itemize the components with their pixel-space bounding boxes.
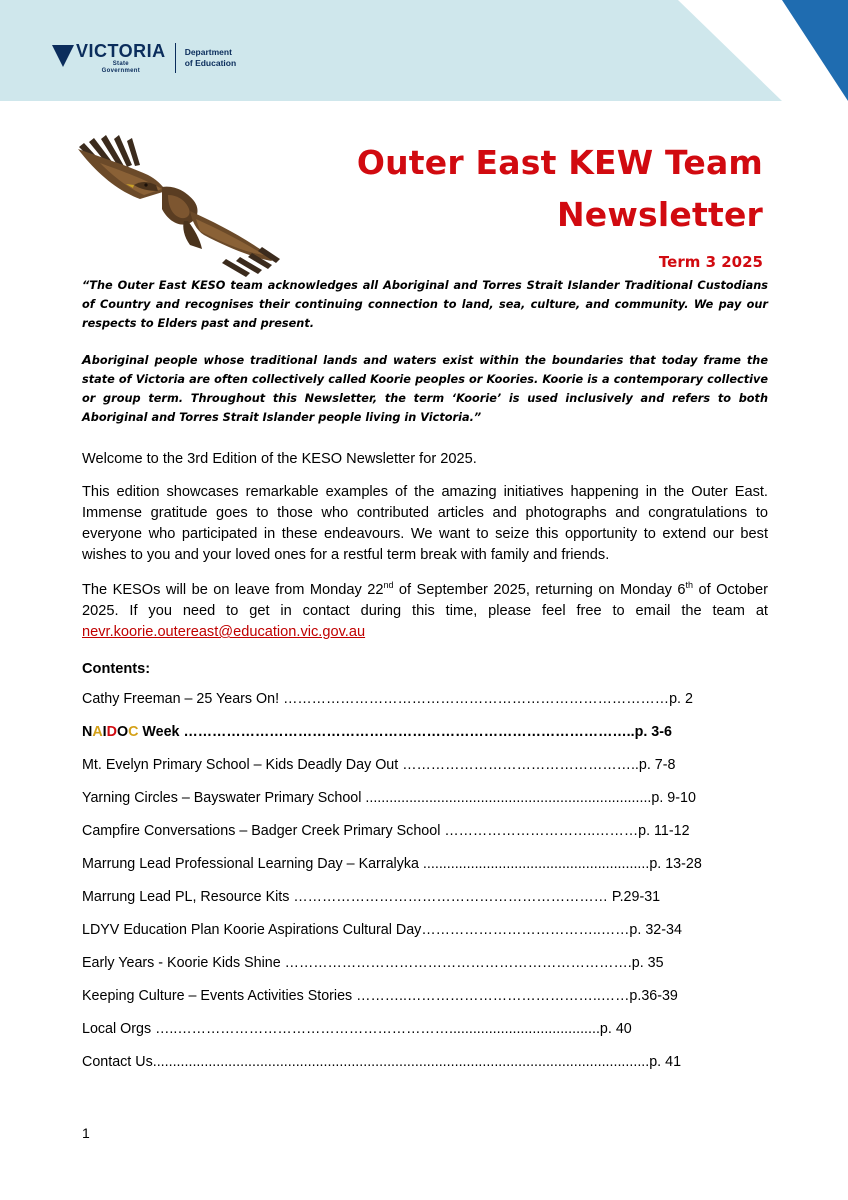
banner-white-triangle <box>678 0 782 101</box>
toc-item-marrung-resource-kits[interactable]: Marrung Lead PL, Resource Kits ………………………………………………………… P.29-31 <box>82 889 661 905</box>
toc-item-contact-us[interactable]: Contact Us.............................................................................................................................p. 41 <box>82 1054 682 1070</box>
newsletter-title-line2: Newsletter <box>556 195 763 234</box>
toc-item-naidoc-week-text: Week …………………………………………………………………………………..p. 3-6 <box>138 724 672 740</box>
table-of-contents <box>82 689 770 1073</box>
logo-department-line2: of Education <box>184 58 237 68</box>
acknowledgement-paragraph-2-text: boriginal people whose traditional lands and waters exist within the boundaries that today frame the state of Victoria are often collectively called Koorie peoples or Koories. Koorie is a contemporary collective or group term. Throughout this Newsletter, the term ‘Koorie’ is used inclusively and refers to both Aboriginal and Torres Strait Islander people living in Victoria.” <box>82 354 768 424</box>
leave-text-part3: of October 2025. If you need to get in contact during this time, please feel free to email the team at <box>82 582 768 619</box>
title-area <box>0 101 848 276</box>
leave-ordinal-1: nd <box>383 580 394 591</box>
toc-item-naidoc-week[interactable]: NAIDOC Week …………………………………………………………………………………..p. 3-6 <box>82 724 672 740</box>
acknowledgement-paragraph-1: “The Outer East KESO team acknowledges all Aboriginal and Torres Strait Islander Traditional Custodians of Country and recognises their continuing connection to land, sea, culture, and community. We pay our respects to Elders past and present. <box>82 279 768 330</box>
leave-dates-paragraph <box>82 580 768 643</box>
logo-victoria-text: VICTORIA <box>76 40 166 61</box>
newsletter-term: Term 3 2025 <box>658 253 763 271</box>
edition-overview-paragraph: This edition showcases remarkable examples of the amazing initiatives happening in the Outer East. Immense gratitude goes to those who contributed articles and photographs and congratulations to everyone who participated in these endeavours. We want to seize this opportunity to extend our best wishes to you and your loved ones for a restful term break with family and friends. <box>82 484 768 563</box>
logo-government-text: Government <box>101 67 141 74</box>
toc-item-early-years[interactable]: Early Years - Koorie Kids Shine ……………………………………………………………….p. 35 <box>82 955 664 971</box>
acknowledgement-paragraph-2 <box>82 350 768 427</box>
contents-heading: Contents: <box>82 661 151 677</box>
newsletter-intro <box>82 449 768 643</box>
newsletter-title-block <box>243 137 763 271</box>
logo-state-text: State <box>112 60 129 67</box>
toc-item-campfire-conversations[interactable]: Campfire Conversations – Badger Creek Primary School …………………………..………p. 11-12 <box>82 823 690 839</box>
logo-department-line1: Department <box>184 47 232 57</box>
leave-text-part2: of September 2025, returning on Monday 6 <box>393 582 686 598</box>
page-number: 1 <box>82 1125 90 1141</box>
victoria-state-government-logo <box>52 38 236 78</box>
banner-blue-triangle <box>782 0 848 101</box>
toc-item-cathy-freeman[interactable]: Cathy Freeman – 25 Years On! ………………………………………………………………………p. 2 <box>82 691 693 707</box>
leave-ordinal-2: th <box>685 580 694 591</box>
toc-item-yarning-circles[interactable]: Yarning Circles – Bayswater Primary School ........................................................................p. 9-10 <box>82 790 696 806</box>
newsletter-title-line1: Outer East KEW Team <box>356 143 763 182</box>
acknowledgement-drop-cap: A <box>82 352 92 367</box>
toc-item-mt-evelyn[interactable]: Mt. Evelyn Primary School – Kids Deadly Day Out …………………………………………..p. 7-8 <box>82 757 676 773</box>
crown-icon <box>52 43 74 73</box>
toc-item-ldyv-education-plan[interactable]: LDYV Education Plan Koorie Aspirations Cultural Day………………………………..……p. 32-34 <box>82 922 682 938</box>
welcome-paragraph: Welcome to the 3rd Edition of the KESO Newsletter for 2025. <box>82 451 477 467</box>
toc-item-keeping-culture[interactable]: Keeping Culture – Events Activities Stories ………..…………………………………..……p.36-39 <box>82 988 678 1004</box>
toc-item-marrung-lead-pl-day[interactable]: Marrung Lead Professional Learning Day – Karralyka .........................................................p. 13-28 <box>82 856 702 872</box>
toc-item-local-orgs[interactable]: Local Orgs …..…………………………………………………......................................p. 40 <box>82 1021 632 1037</box>
leave-text-part1: The KESOs will be on leave from Monday 22 <box>82 582 384 598</box>
acknowledgement-of-country <box>82 276 768 427</box>
header-banner <box>0 0 848 101</box>
contact-email-link[interactable]: nevr.koorie.outereast@education.vic.gov.au <box>82 624 366 640</box>
logo-divider <box>175 43 176 73</box>
